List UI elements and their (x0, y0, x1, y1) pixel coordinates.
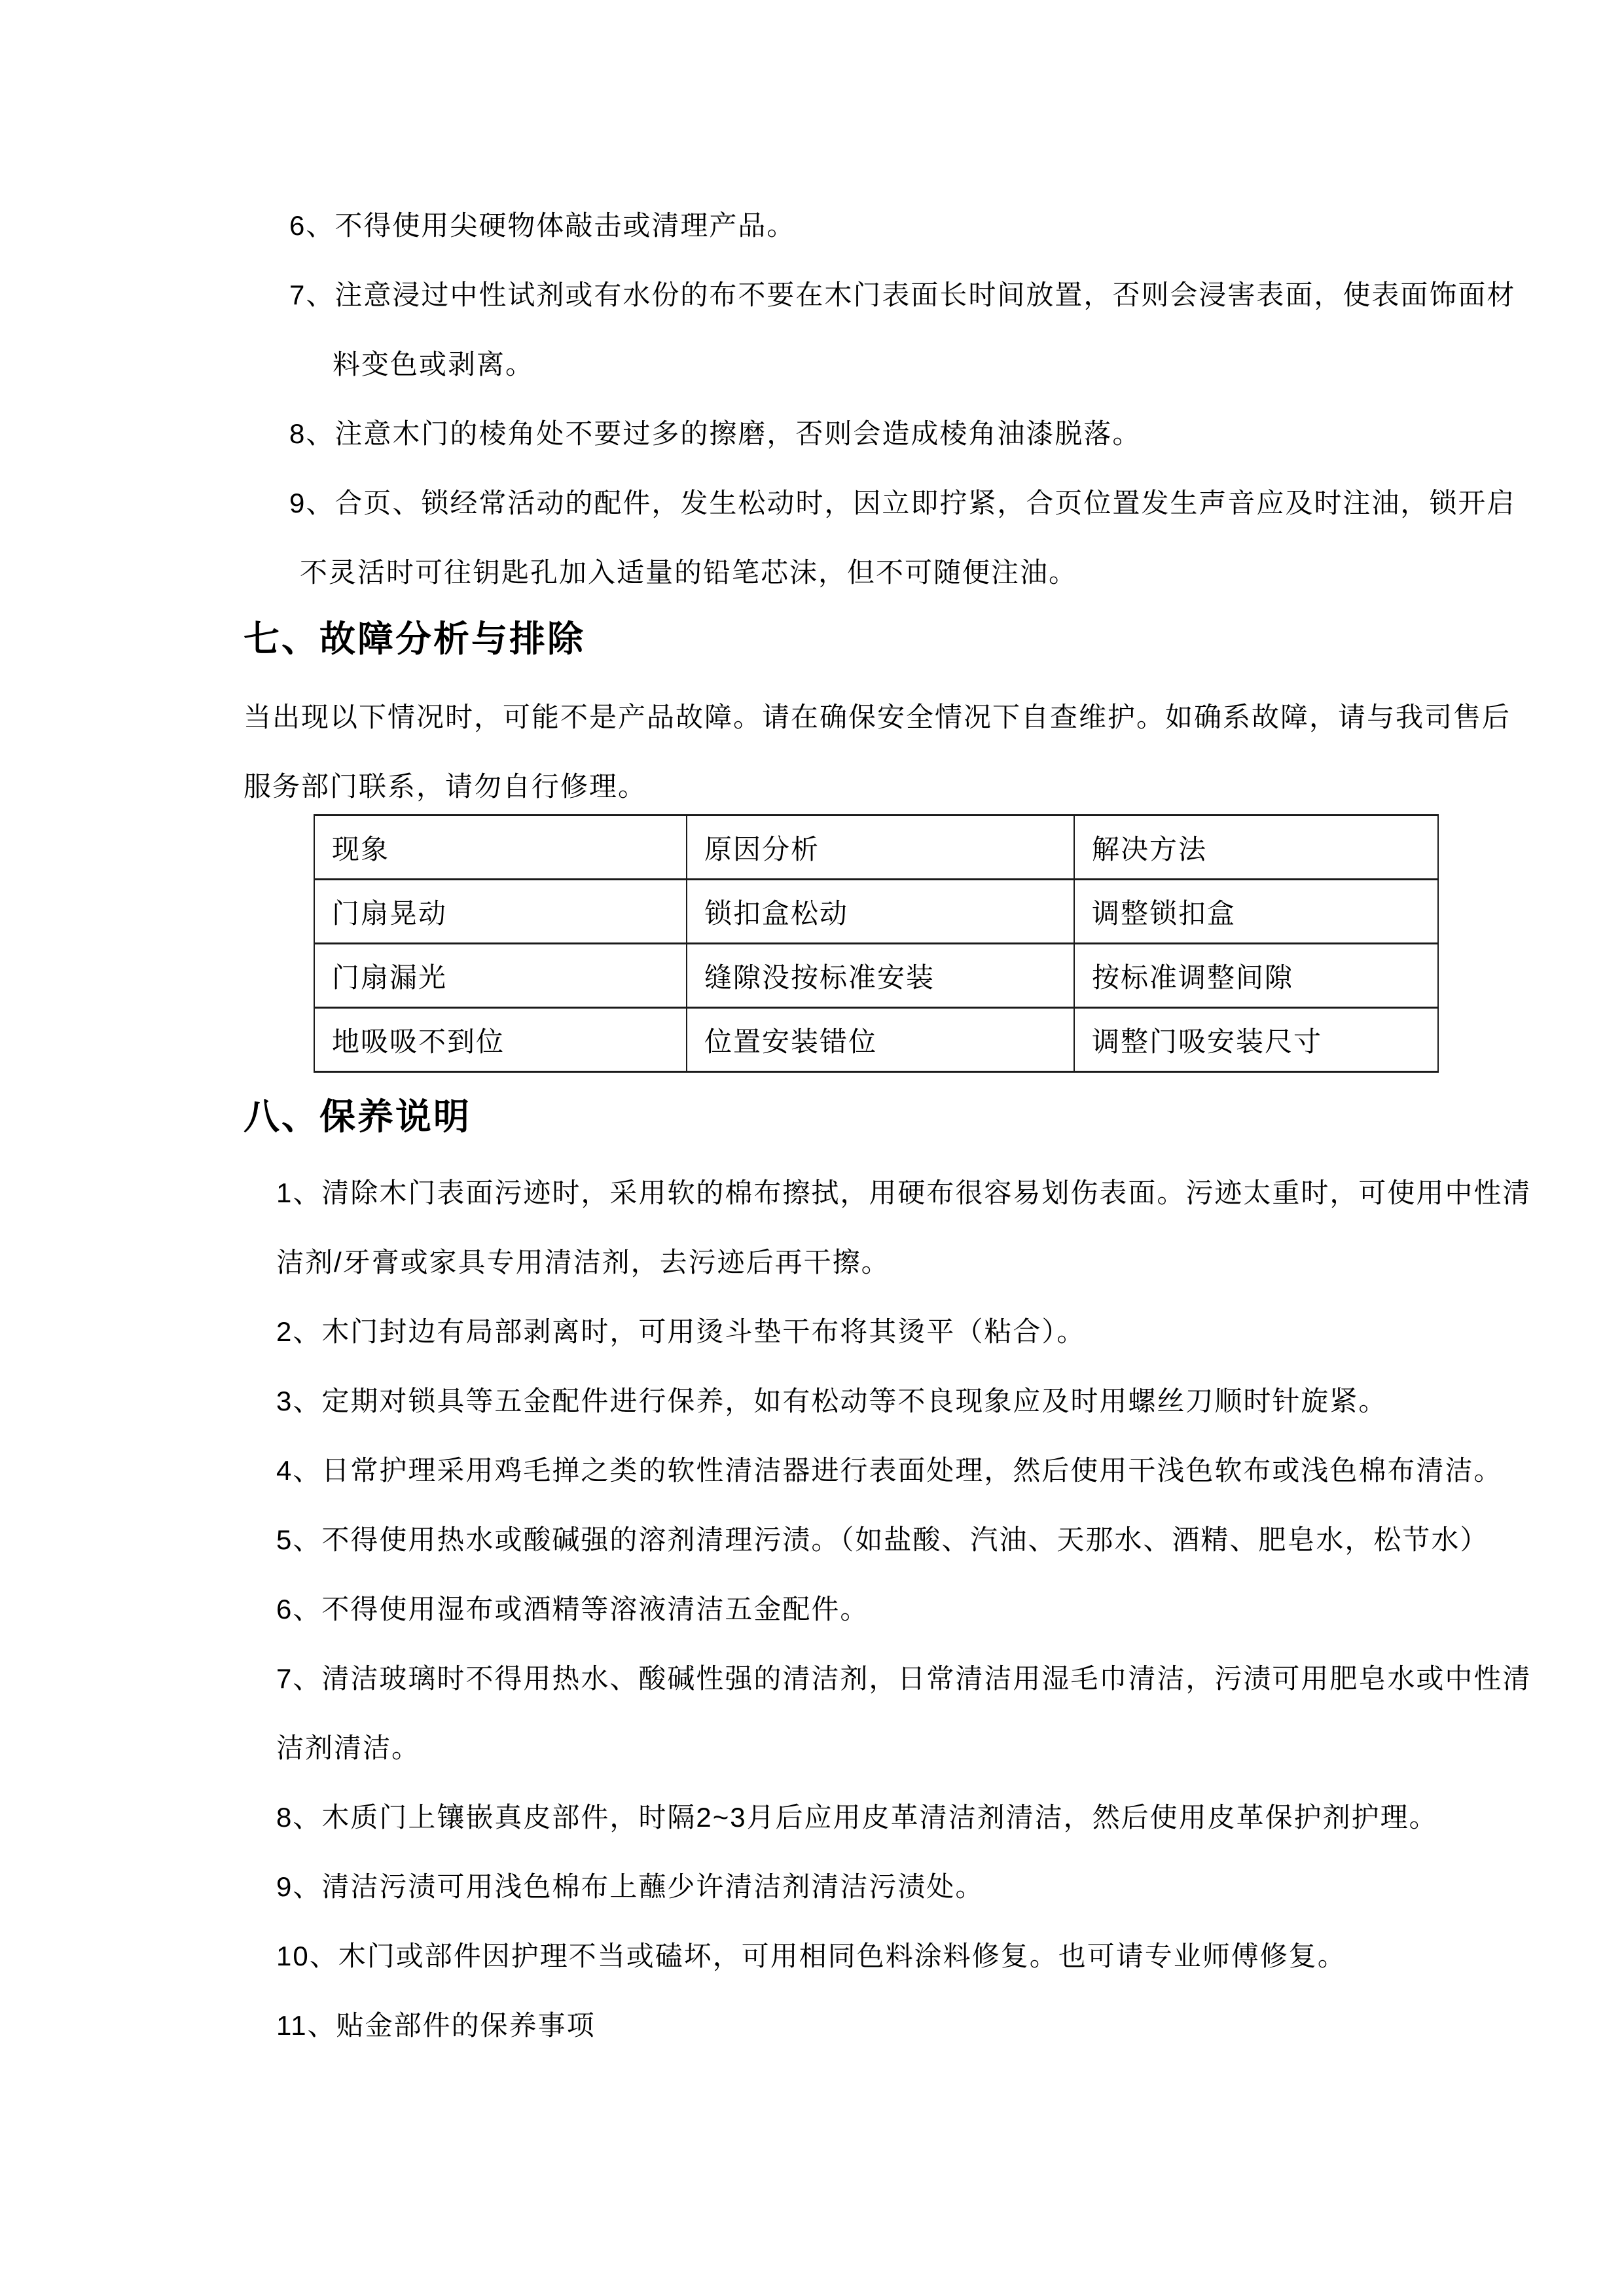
section-seven-intro-line2: 服务部门联系，请勿自行修理。 (244, 771, 647, 802)
care-item-10: 10、木门或部件因护理不当或磕坏，可用相同色料涂料修复。也可请专业师傅修复。 (276, 1941, 1346, 1971)
section-seven-intro-line1: 当出现以下情况时，可能不是产品故障。请在确保安全情况下自查维护。如确系故障，请与我司售后 (244, 702, 1511, 732)
table-cell: 门扇漏光 (314, 944, 687, 1008)
list-item-8: 8、注意木门的棱角处不要过多的擦磨，否则会造成棱角油漆脱落。 (289, 418, 1142, 449)
care-item-8: 8、木质门上镶嵌真皮部件，时隔2~3月后应用皮革清洁剂清洁，然后使用皮革保护剂护理。 (276, 1802, 1438, 1833)
table-cell: 调整锁扣盒 (1074, 880, 1438, 944)
list-item-9-line2: 不灵活时可往钥匙孔加入适量的铅笔芯沫，但不可随便注油。 (300, 557, 1078, 588)
table-row (314, 1008, 1438, 1072)
care-item-3: 3、定期对锁具等五金配件进行保养，如有松动等不良现象应及时用螺丝刀顺时针旋紧。 (276, 1386, 1388, 1416)
care-item-9: 9、清洁污渍可用浅色棉布上蘸少许清洁剂清洁污渍处。 (276, 1871, 984, 1902)
care-item-2: 2、木门封边有局部剥离时，可用烫斗垫干布将其烫平（粘合）。 (276, 1316, 1086, 1347)
list-item-9-line1: 9、合页、锁经常活动的配件，发生松动时，因立即拧紧，合页位置发生声音应及时注油，锁开启 (289, 488, 1516, 518)
fault-analysis-table (314, 814, 1439, 1073)
table-row (314, 880, 1438, 944)
care-item-6: 6、不得使用湿布或酒精等溶液清洁五金配件。 (276, 1594, 869, 1624)
care-item-1-line1: 1、清除木门表面污迹时，采用软的棉布擦拭，用硬布很容易划伤表面。污迹太重时，可使用中性清 (276, 1177, 1532, 1208)
care-item-7-line2: 洁剂清洁。 (276, 1732, 421, 1763)
section-eight-heading: 八、保养说明 (244, 1096, 472, 1137)
table-header-cause: 原因分析 (687, 816, 1074, 880)
table-cell: 位置安装错位 (687, 1008, 1074, 1072)
table-row (314, 944, 1438, 1008)
table-cell: 缝隙没按标准安装 (687, 944, 1074, 1008)
table-cell: 调整门吸安装尺寸 (1074, 1008, 1438, 1072)
table-cell: 按标准调整间隙 (1074, 944, 1438, 1008)
table-cell: 锁扣盒松动 (687, 880, 1074, 944)
table-header-phenomenon: 现象 (314, 816, 687, 880)
list-item-7-line2: 料变色或剥离。 (333, 349, 535, 380)
table-header-row (314, 816, 1438, 880)
table-header-solution: 解决方法 (1074, 816, 1438, 880)
care-item-5: 5、不得使用热水或酸碱强的溶剂清理污渍。（如盐酸、汽油、天那水、酒精、肥皂水，松节水） (276, 1524, 1489, 1555)
care-item-1-line2: 洁剂/牙膏或家具专用清洁剂，去污迹后再干擦。 (276, 1247, 890, 1278)
list-item-7-line1: 7、注意浸过中性试剂或有水份的布不要在木门表面长时间放置，否则会浸害表面，使表面饰面材 (289, 279, 1516, 310)
table-cell: 地吸吸不到位 (314, 1008, 687, 1072)
care-item-11: 11、贴金部件的保养事项 (276, 2010, 596, 2041)
care-item-4: 4、日常护理采用鸡毛掸之类的软性清洁器进行表面处理，然后使用干浅色软布或浅色棉布清洁。 (276, 1455, 1503, 1486)
section-seven-heading: 七、故障分析与排除 (244, 619, 586, 659)
care-item-7-line1: 7、清洁玻璃时不得用热水、酸碱性强的清洁剂，日常清洁用湿毛巾清洁，污渍可用肥皂水或中性清 (276, 1663, 1532, 1694)
table-cell: 门扇晃动 (314, 880, 687, 944)
list-item-6: 6、不得使用尖硬物体敲击或清理产品。 (289, 210, 796, 241)
